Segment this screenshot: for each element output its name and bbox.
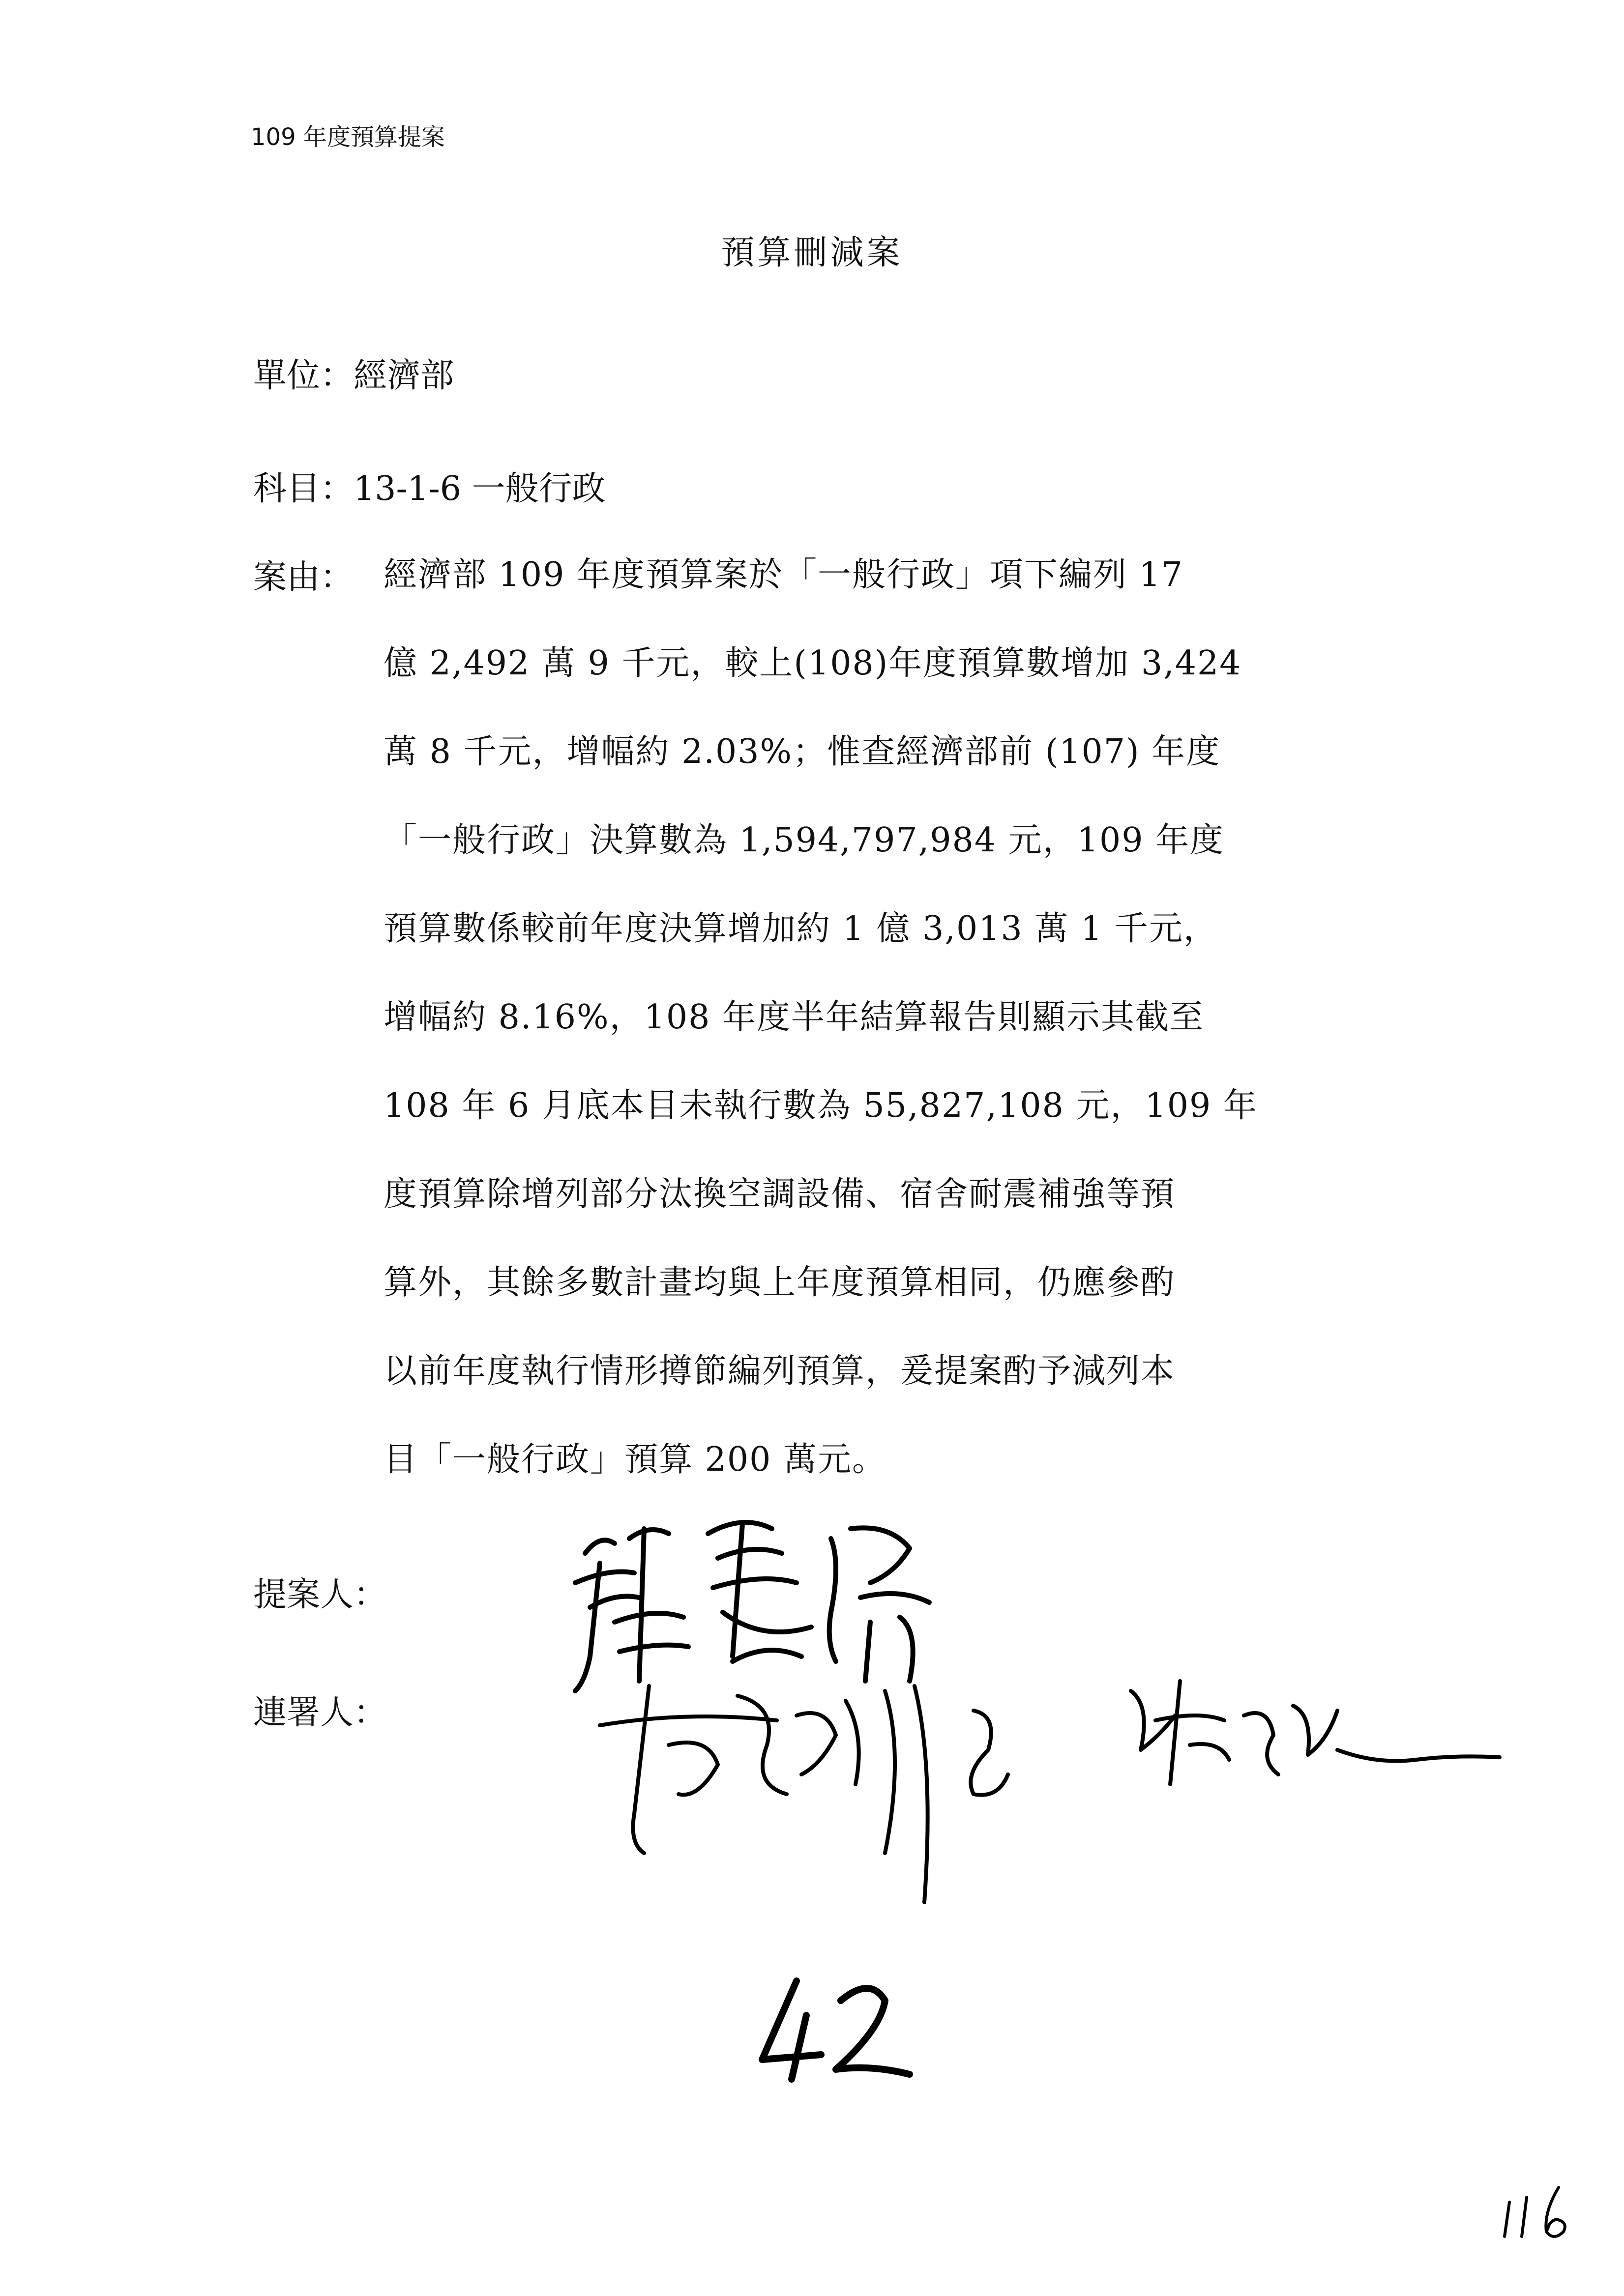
item-number-handwritten <box>752 1966 919 2084</box>
document-header: 109 年度預算提案 <box>251 123 445 151</box>
subject-field <box>253 462 606 510</box>
reason-line: 以前年度執行情形撙節編列預算，爰提案酌予減列本 <box>384 1352 1176 1391</box>
proposer-label: 提案人： <box>253 1575 387 1614</box>
reason-line: 預算數係較前年度決算增加約 1 億 3,013 萬 1 千元， <box>384 909 1218 948</box>
subject-value: 13-1-6 一般行政 <box>354 469 606 508</box>
subject-label: 科目： <box>253 469 354 508</box>
reason-line: 108 年 6 月底本目未執行數為 55,827,108 元，109 年 <box>384 1086 1258 1125</box>
reason-label: 案由： <box>253 558 354 597</box>
page-number-handwritten <box>1500 2182 1588 2251</box>
cosigner-label: 連署人： <box>253 1693 387 1732</box>
reason-line: 「一般行政」決算數為 1,594,797,984 元，109 年度 <box>384 821 1225 860</box>
reason-line: 經濟部 109 年度預算案於「一般行政」項下編列 17 <box>384 555 1184 594</box>
reason-line: 億 2,492 萬 9 千元，較上(108)年度預算數增加 3,424 <box>384 644 1242 683</box>
reason-body <box>384 551 1624 1524</box>
cosigner-signature <box>590 1637 1524 1912</box>
document-title: 預算刪減案 <box>721 233 903 272</box>
unit-value: 經濟部 <box>354 356 454 395</box>
reason-line: 萬 8 千元，增幅約 2.03%；惟查經濟部前 (107) 年度 <box>384 732 1221 771</box>
reason-line: 增幅約 8.16%，108 年度半年結算報告則顯示其截至 <box>384 998 1205 1037</box>
unit-label: 單位： <box>253 356 354 395</box>
reason-line: 目「一般行政」預算 200 萬元。 <box>384 1440 887 1479</box>
unit-field <box>253 349 454 397</box>
reason-line: 度預算除增列部分汰換空調設備、宿舍耐震補強等預 <box>384 1175 1176 1214</box>
reason-line: 算外，其餘多數計畫均與上年度預算相同，仍應參酌 <box>384 1263 1176 1302</box>
